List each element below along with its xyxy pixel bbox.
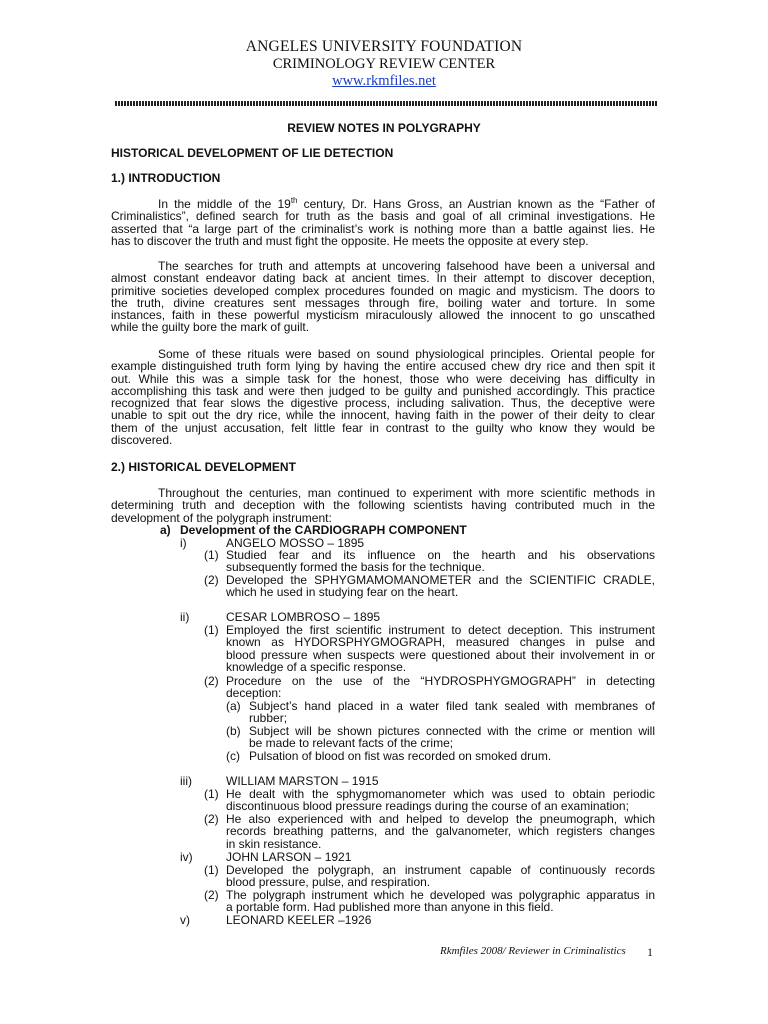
- item-ii-sub-1-line: blood pressure when suspects were questioned about their involvement in or: [226, 647, 655, 662]
- item-ii-sub-1-text: [226, 624, 655, 673]
- item-iv-name: JOHN LARSON – 1921: [226, 850, 352, 864]
- item-iii-sub-2-number: (2): [204, 812, 219, 826]
- item-i-sub-1-line: subsequently formed the basis for the technique.: [226, 560, 485, 575]
- historical-heading: 2.) HISTORICAL DEVELOPMENT: [111, 460, 296, 474]
- item-iii-sub-1-number: (1): [204, 787, 219, 801]
- intro-p2-line: the truth, divine creatures sent messages through fire, boiling water and torture. In some: [111, 295, 655, 310]
- item-iii-number: iii): [180, 774, 192, 788]
- historical-p-line: Throughout the centuries, man continued to experiment with more scientific methods in: [158, 486, 655, 500]
- intro-p1-line-2: Criminalistics”, defined search for truth as the basis and goal of all criminal investigations. He: [111, 209, 655, 224]
- item-i-number: i): [180, 536, 187, 550]
- item-ii-sub-a-line: Subject’s hand placed in a water filed tank sealed with membranes of: [249, 699, 655, 713]
- item-iii-sub-1-text: [226, 788, 655, 813]
- item-iv-sub-1-number: (1): [204, 863, 219, 877]
- item-i-sub-2-number: (2): [204, 573, 219, 587]
- item-ii-sub-2-text: [226, 675, 655, 700]
- item-iv-sub-2-number: (2): [204, 888, 219, 902]
- organization-name: ANGELES UNIVERSITY FOUNDATION: [245, 38, 523, 55]
- item-i-sub-1-line: Studied fear and its influence on the hearth and his observations: [226, 548, 655, 562]
- subsection-a-label: a): [160, 523, 171, 537]
- item-iii-sub-1-line: He dealt with the sphygmomanometer which was used to obtain periodic: [226, 787, 655, 801]
- intro-p3-line: Some of these rituals were based on sound physiological principles. Oriental people for: [158, 347, 655, 361]
- item-ii-sub-a-text: [249, 700, 655, 725]
- item-iii-sub-2-line: in skin resistance.: [226, 836, 322, 851]
- item-iv-sub-2-line: a portable form. Had published more than anyone in this field.: [226, 900, 554, 915]
- item-v-name: LEONARD KEELER –1926: [226, 913, 372, 927]
- item-ii-sub-1-number: (1): [204, 623, 219, 637]
- intro-p1-line-3: asserted that “a large part of the criminalist’s work is nothing more than a battle against lies. He: [111, 221, 655, 236]
- item-i-name: ANGELO MOSSO – 1895: [226, 536, 365, 550]
- item-ii-sub-c-text: Pulsation of blood on fist was recorded on smoked drum.: [249, 749, 552, 763]
- intro-p3-line: example distinguished truth form lying by having the entire accused chew dry rice and then spit it: [111, 359, 655, 374]
- intro-paragraph-1: [111, 198, 655, 247]
- item-iii-sub-2-text: [226, 813, 655, 850]
- item-iv-sub-1-line: Developed the polygraph, an instrument capable of continuously records: [226, 863, 655, 877]
- item-ii-sub-2-line: deception:: [226, 686, 282, 701]
- item-i-sub-1-text: [226, 549, 655, 574]
- intro-p3-line: out. While this was a simple task for the honest, those who were deceiving has difficulty in: [111, 371, 655, 386]
- historical-p-line: development of the polygraph instrument:: [111, 510, 332, 525]
- item-v-number: v): [180, 913, 190, 927]
- intro-paragraph-3: [111, 348, 655, 446]
- intro-p1-line-4: has to discover the truth and must fight the opposite. He meets the opposite at every step.: [111, 233, 589, 248]
- item-ii-sub-b-line: Subject will be shown pictures connected with the crime or mention will: [249, 724, 655, 738]
- item-ii-sub-1-line: knowledge of a specific response.: [226, 659, 407, 674]
- intro-p3-line: discovered.: [111, 433, 173, 448]
- item-ii-sub-1-line: Employed the first scientific instrument to detect deception. This instrument: [226, 623, 655, 637]
- header-divider: [115, 101, 657, 106]
- document-title: REVIEW NOTES IN POLYGRAPHY: [287, 121, 481, 135]
- intro-heading: 1.) INTRODUCTION: [111, 171, 221, 185]
- item-iii-sub-1-line: discontinuous blood pressure readings during the course of an examination;: [226, 799, 629, 814]
- item-ii-sub-a-letter: (a): [226, 699, 241, 713]
- item-ii-sub-1-line: known as HYDORSPHYGMOGRAPH, measured changes in pulse and: [226, 635, 655, 650]
- intro-p3-line: recognized that fear slows the digestive process, including salivation. Thus, the deceptive were: [111, 396, 655, 411]
- item-ii-sub-2-line: Procedure on the use of the “HYDROSPHYGMOGRAPH” in detecting: [226, 674, 655, 688]
- item-ii-sub-a-line: rubber;: [249, 711, 288, 726]
- item-iv-sub-1-line: blood pressure, pulse, and respiration.: [226, 875, 431, 890]
- intro-p2-line: while the guilty bore the mark of guilt.: [111, 320, 310, 335]
- website-link[interactable]: www.rkmfiles.net: [332, 73, 436, 89]
- item-iv-sub-2-text: [226, 889, 655, 914]
- intro-p3-line: unable to spit out the dry rice, while the innocent, having faith in the power of their deity to clear: [111, 408, 655, 423]
- item-i-sub-2-text: [226, 574, 655, 599]
- intro-p2-line: instances, faith in these powerful mysticism miraculously allowed the innocent to go unscathed: [111, 308, 655, 323]
- intro-p2-line: almost constant endeavor dating back at ancient times. In their attempt to discover deception,: [111, 271, 655, 286]
- intro-p1-line-1: In the middle of the 19th century, Dr. Hans Gross, an Austrian known as the “Father of: [158, 196, 656, 211]
- item-ii-sub-b-line: be made to relevant facts of the crime;: [249, 736, 454, 751]
- section-heading: HISTORICAL DEVELOPMENT OF LIE DETECTION: [111, 146, 394, 160]
- item-iv-sub-2-line: The polygraph instrument which he developed was polygraphic apparatus in: [226, 888, 655, 902]
- item-ii-name: CESAR LOMBROSO – 1895: [226, 610, 381, 624]
- item-iv-sub-1-text: [226, 864, 655, 889]
- historical-p-line: determining truth and deception with the following scientists having contributed much in the: [111, 498, 655, 513]
- review-center-name: CRIMINOLOGY REVIEW CENTER: [272, 56, 496, 72]
- intro-p3-line: accomplishing this task and were then judged to be guilty and punished accordingly. This practice: [111, 383, 655, 398]
- item-ii-number: ii): [180, 610, 190, 624]
- item-iii-sub-2-line: records breathing patterns, and the galvanometer, which registers changes: [226, 824, 655, 839]
- intro-p3-line: them of the unjust accusation, felt little fear in contrast to the guilty who know they would be: [111, 420, 655, 435]
- item-ii-sub-b-text: [249, 725, 655, 750]
- subsection-a-title: Development of the CARDIOGRAPH COMPONENT: [180, 523, 467, 537]
- item-i-sub-2-line: which he used in studying fear on the heart.: [226, 585, 459, 600]
- page-footer: Rkmfiles 2008/ Reviewer in Criminalistics: [440, 945, 626, 957]
- item-iii-name: WILLIAM MARSTON – 1915: [226, 774, 379, 788]
- intro-p2-line: The searches for truth and attempts at uncovering falsehood have been a universal and: [158, 259, 655, 273]
- item-ii-sub-2-number: (2): [204, 674, 219, 688]
- intro-paragraph-2: [111, 260, 655, 334]
- page-number: 1: [647, 945, 653, 959]
- item-ii-sub-b-letter: (b): [226, 724, 241, 738]
- intro-p2-line: primitive societies developed complex procedures founded on magic and mysticism. The doors to: [111, 283, 655, 298]
- item-i-sub-2-line: Developed the SPHYGMAMOMANOMETER and the SCIENTIFIC CRADLE,: [226, 573, 655, 587]
- item-iii-sub-2-line: He also experienced with and helped to develop the pneumograph, which: [226, 812, 655, 826]
- item-i-sub-1-number: (1): [204, 548, 219, 562]
- item-iv-number: iv): [180, 850, 193, 864]
- historical-paragraph: [111, 487, 655, 524]
- item-ii-sub-c-letter: (c): [226, 749, 240, 763]
